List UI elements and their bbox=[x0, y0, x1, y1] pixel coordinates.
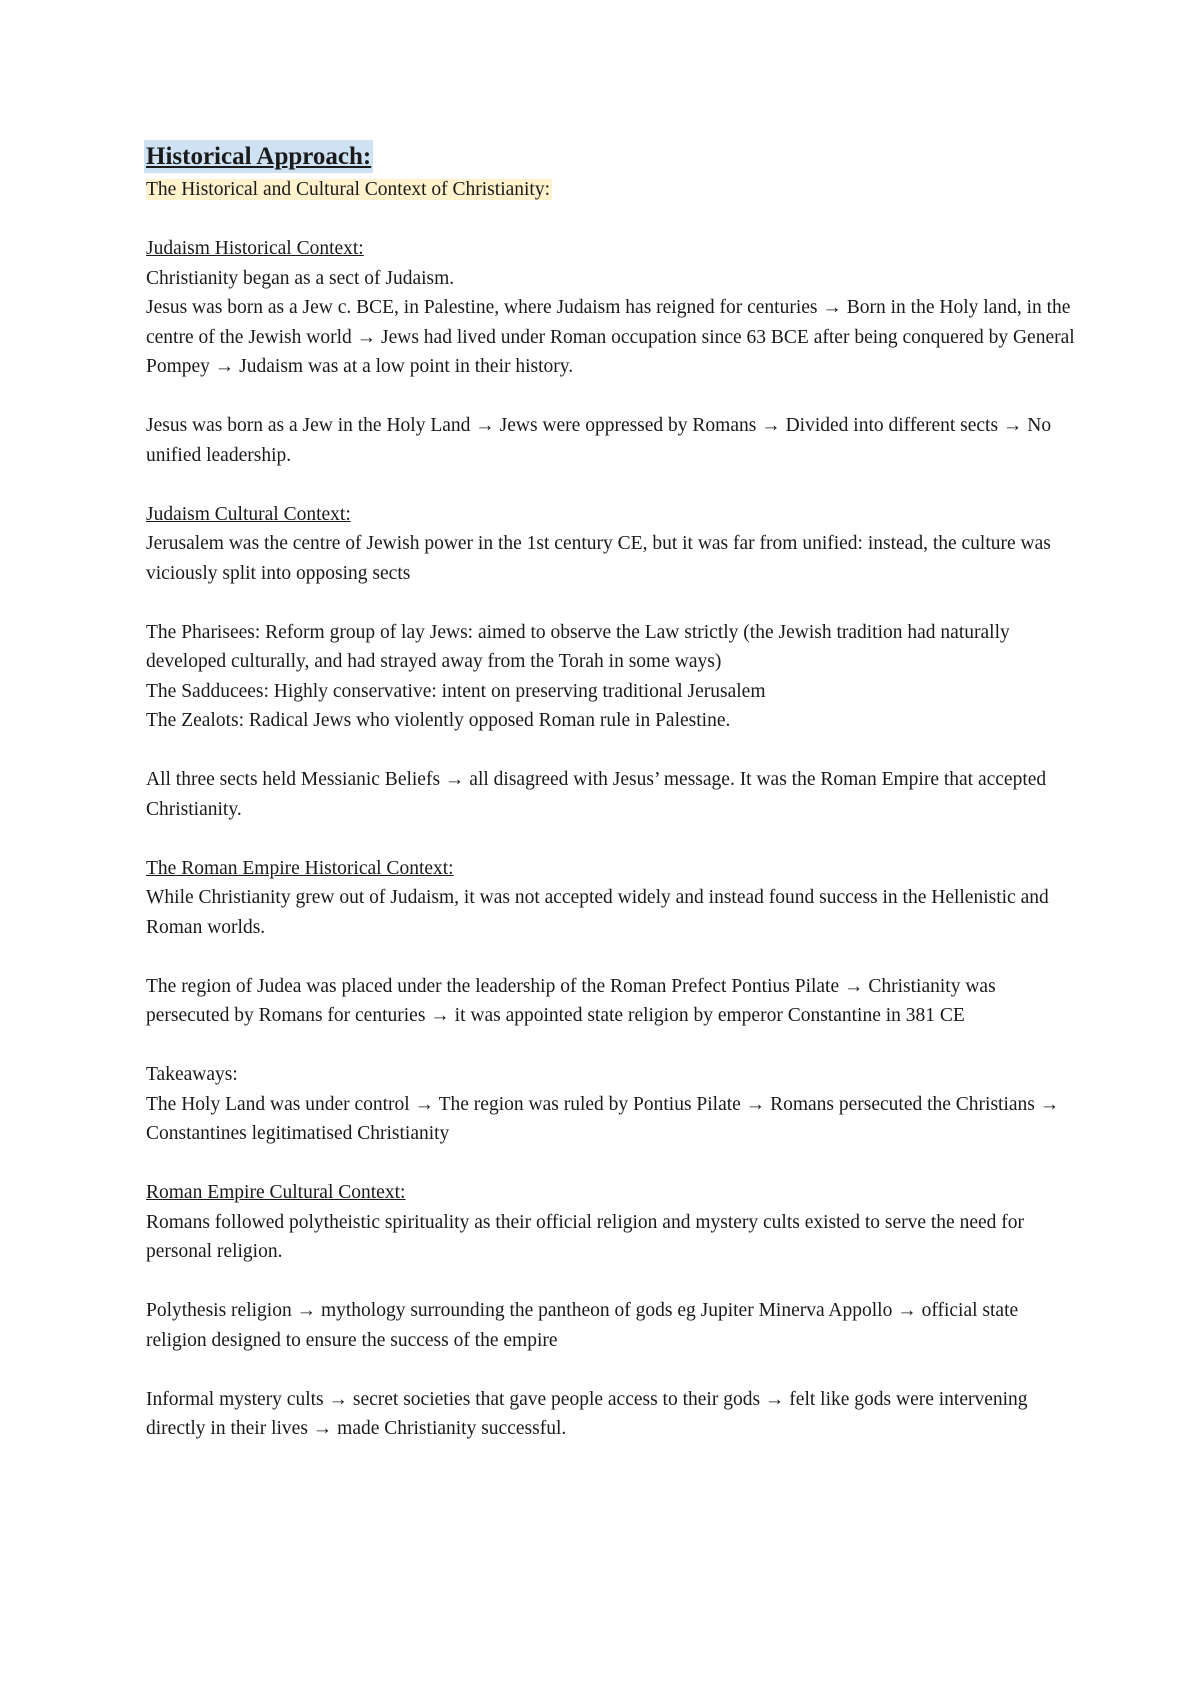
paragraph: Polythesis religion → mythology surrounding the pantheon of gods eg Jupiter Minerva Appollo → official state religion designed to ensure the success of the empire bbox=[146, 1300, 1019, 1351]
spacer bbox=[146, 1355, 1081, 1385]
paragraph: The Holy Land was under control → The region was ruled by Pontius Pilate → Romans persecuted the Christians → Constantines legitimatised Christianity bbox=[146, 1093, 1060, 1144]
section-heading-roman-cultural: Roman Empire Cultural Context: bbox=[146, 1182, 406, 1203]
document-subtitle: The Historical and Cultural Context of Christianity: bbox=[146, 179, 551, 200]
spacer bbox=[146, 382, 1081, 412]
spacer bbox=[146, 1149, 1081, 1179]
section-heading-roman-historical: The Roman Empire Historical Context: bbox=[146, 857, 454, 879]
paragraph: The Zealots: Radical Jews who violently opposed Roman rule in Palestine. bbox=[146, 710, 731, 731]
paragraph: The Pharisees: Reform group of lay Jews: aimed to observe the Law strictly (the Jewish tradition had naturally developed culturally, and had strayed away from the Torah in some ways) bbox=[146, 621, 1010, 672]
paragraph: All three sects held Messianic Beliefs → all disagreed with Jesus’ message. It was the Roman Empire that accepted Christianity. bbox=[146, 769, 1047, 820]
paragraph: Informal mystery cults → secret societies that gave people access to their gods → felt like gods were intervening directly in their lives → made Christianity successful. bbox=[146, 1388, 1028, 1439]
paragraph: While Christianity grew out of Judaism, it was not accepted widely and instead found success in the Hellenistic and Roman worlds. bbox=[146, 887, 1049, 938]
section-heading-judaism-historical: Judaism Historical Context: bbox=[146, 238, 364, 259]
paragraph: The region of Judea was placed under the leadership of the Roman Prefect Pontius Pilate → Christianity was persecuted by Romans for centuries → it was appointed state religion by emperor Constantine in 381 CE bbox=[146, 975, 996, 1026]
spacer bbox=[146, 205, 1081, 235]
section-heading-judaism-cultural: Judaism Cultural Context: bbox=[146, 503, 351, 525]
paragraph: Christianity began as a sect of Judaism. bbox=[146, 267, 455, 289]
spacer bbox=[146, 1031, 1081, 1061]
spacer bbox=[146, 736, 1081, 766]
paragraph: Romans followed polytheistic spirituality as their official religion and mystery cults existed to serve the need for personal religion. bbox=[146, 1211, 1025, 1262]
paragraph: Jerusalem was the centre of Jewish power in the 1st century CE, but it was far from unified: instead, the culture was viciously split into opposing sects bbox=[146, 533, 1051, 584]
document-page bbox=[146, 140, 1081, 1444]
document-subtitle-row bbox=[146, 175, 1081, 205]
spacer bbox=[146, 1267, 1081, 1297]
takeaways-label: Takeaways: bbox=[146, 1064, 238, 1085]
spacer bbox=[146, 470, 1081, 500]
spacer bbox=[146, 942, 1081, 972]
spacer bbox=[146, 824, 1081, 854]
paragraph: Jesus was born as a Jew c. BCE, in Palestine, where Judaism has reigned for centuries → Born in the Holy land, in the centre of the Jewish world → Jews had lived under Roman occupation since 63 BCE after being conquered by General Pompey → Judaism was at a low point in their history. bbox=[146, 297, 1075, 377]
spacer bbox=[146, 588, 1081, 618]
paragraph: Jesus was born as a Jew in the Holy Land → Jews were oppressed by Romans → Divided into different sects → No unified leadership. bbox=[146, 415, 1052, 466]
paragraph: The Sadducees: Highly conservative: intent on preserving traditional Jerusalem bbox=[146, 680, 766, 702]
document-title: Historical Approach: bbox=[144, 140, 373, 173]
